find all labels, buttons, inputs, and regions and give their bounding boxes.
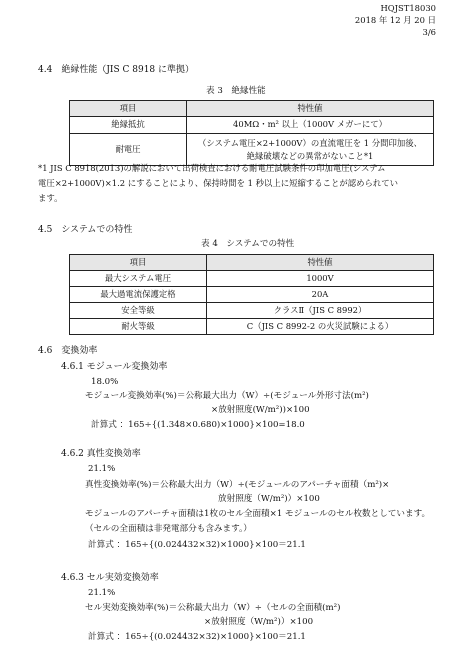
insulation-table	[69, 100, 434, 166]
document-date: 2018 年 12 月 20 日	[354, 15, 436, 25]
table-3-caption: 表 3 絶縁性能	[206, 86, 266, 96]
formula-line: 放射照度（W/m²)）×100	[218, 494, 320, 504]
cell-efficiency-value: 21.1%	[88, 588, 116, 598]
document-id: HQJST18030	[380, 3, 436, 13]
calculation-line: 計算式 ：165÷{(1.348×0.680)×1000}×100=18.0	[91, 420, 305, 430]
section-4-6-1-heading: 4.6.1 モジュール変換効率	[61, 362, 168, 372]
table-row	[70, 319, 434, 335]
table-row	[70, 287, 434, 303]
formula-line: モジュール変換効率(%)＝公称最大出力（W）÷(モジュール外形寸法(m²)	[85, 391, 369, 401]
section-4-6-heading: 4.6 変換効率	[38, 346, 98, 356]
formula-line: ×放射照度(W/m²))×100	[211, 405, 310, 415]
table-row	[70, 271, 434, 287]
footnote-line: 電圧×2+1000V)×1.2 にすることにより、保持時間を 1 秒以上に短縮することが認められてい	[38, 178, 399, 188]
table-cell-value: 40MΩ・m² 以上（1000V メガーにて）	[187, 117, 434, 134]
table-header-value: 特性値	[187, 101, 434, 117]
table-cell-value	[187, 134, 434, 166]
footnote-line: *1 JIS C 8918(2013)の解説において出荷検査における耐電圧試験条件の印加電圧(システム	[38, 163, 386, 173]
formula-line: ×放射照度（W/m²)）×100	[204, 617, 314, 627]
section-4-6-3-heading: 4.6.3 セル実効変換効率	[61, 573, 159, 583]
table-row	[70, 303, 434, 319]
table-cell-item: 最大システム電圧	[70, 271, 207, 287]
section-4-4-heading: 4.4 絶縁性能（JIS C 8918 に準拠）	[38, 65, 195, 75]
section-4-6-2-heading: 4.6.2 真性変換効率	[61, 449, 141, 459]
formula-line: 真性変換効率(%)＝公称最大出力（W）÷(モジュールのアパーチャ面積（m²)×	[85, 480, 390, 490]
table-cell-value: 20A	[207, 287, 434, 303]
calculation-line: 計算式 ：165÷{(0.024432×32)×1000}×100＝21.1	[88, 632, 306, 642]
table-cell-item: 耐電圧	[70, 134, 187, 166]
footnote-line: ます。	[38, 193, 63, 203]
table-header-value: 特性値	[207, 255, 434, 271]
table-cell-value: 1000V	[207, 271, 434, 287]
calculation-line: 計算式 ：165÷{(0.024432×32)×1000}×100＝21.1	[88, 540, 306, 550]
formula-line: セル実効変換効率(%)＝公称最大出力（W）÷（セルの全面積(m²)	[85, 603, 341, 613]
table-cell-line: 絶縁破壊などの異常がないこと*1	[246, 150, 374, 161]
system-characteristics-table	[69, 254, 434, 335]
table-cell-line: （システム電圧×2+1000V）の直流電圧を 1 分間印加後、	[197, 137, 423, 148]
table-header-row	[70, 101, 434, 117]
cell-area-note: （セルの全面積は非発電部分も含みます。）	[85, 524, 252, 534]
intrinsic-efficiency-value: 21.1%	[88, 464, 116, 474]
table-cell-value: クラスⅡ（JIS C 8992）	[207, 303, 434, 319]
table-4-caption: 表 4 システムでの特性	[201, 239, 295, 249]
module-efficiency-value: 18.0%	[91, 377, 119, 387]
table-row	[70, 117, 434, 134]
table-header-item: 項目	[70, 255, 207, 271]
aperture-explanation: モジュールのアパーチャ面積は1枚のセル全面積×1 モジュールのセル枚数としています。	[85, 509, 431, 519]
page-number: 3/6	[422, 27, 436, 37]
table-header-row	[70, 255, 434, 271]
table-row	[70, 134, 434, 166]
table-cell-item: 安全等級	[70, 303, 207, 319]
table-header-item: 項目	[70, 101, 187, 117]
section-4-5-heading: 4.5 システムでの特性	[38, 225, 133, 235]
table-cell-value: C（JIS C 8992-2 の火災試験による）	[207, 319, 434, 335]
table-cell-item: 絶縁抵抗	[70, 117, 187, 134]
table-cell-item: 耐火等級	[70, 319, 207, 335]
table-cell-item: 最大過電流保護定格	[70, 287, 207, 303]
